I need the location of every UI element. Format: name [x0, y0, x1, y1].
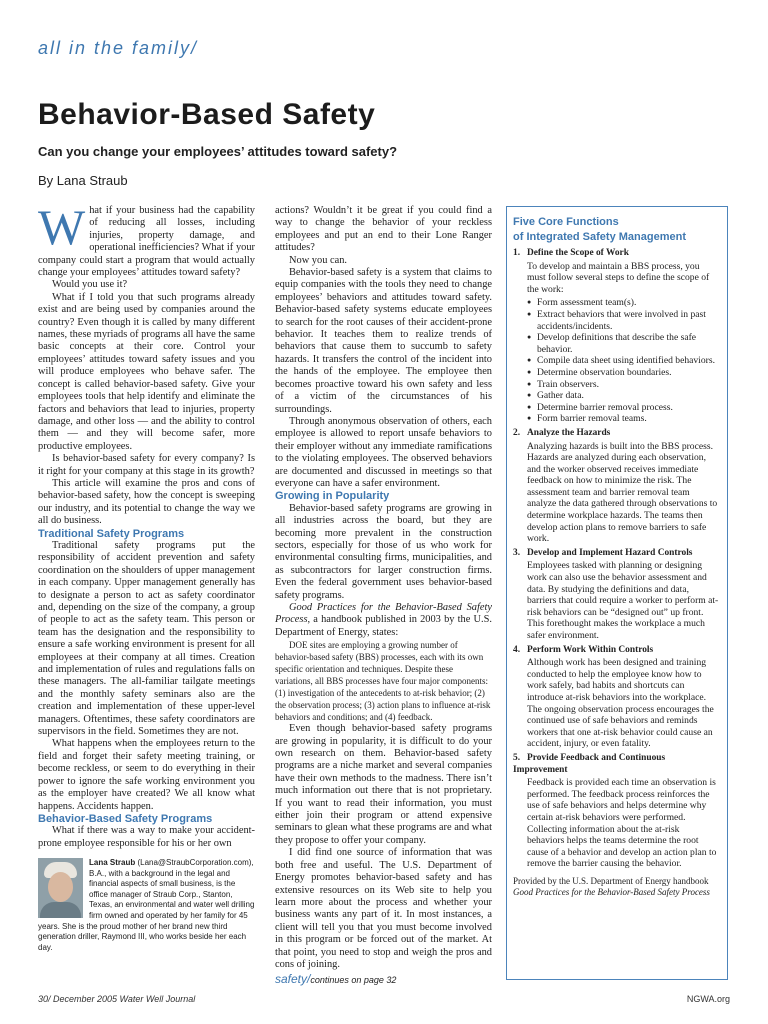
drop-cap: W [38, 199, 86, 255]
list-item: ● Train observers. [527, 379, 719, 391]
page-footer-right[interactable]: NGWA.org [686, 994, 730, 1004]
paragraph: Even though behavior-based safety programs are growing in popularity, it is difficult to do your own research on them. Behavior-based safety programs are a niche market and several companies have their own methods to the madness. There isn’t much information out there that is not proprietary. If you want to read their information, you must either join their program or attend expensive seminars to glean what these programs are and what they propose to offer your company. [275, 723, 492, 846]
paragraph: What if I told you that such programs already exist and are being used by companies around the country? Even though it is called by many different names, these myriads of programs all have the same basic concepts at their core. Control your employees’ attitudes toward safety issues and you will produce employees who behave safer. The concept is called behavior-based safety. Give your employees tools that help identify and eliminate the factors and behaviors that lead to injuries, property damage, and other loss — and the ability to control them — and they will become safer, more productive employees. [38, 291, 255, 452]
paragraph: Behavior-based safety is a system that claims to equip companies with the tools they need to change employees’ behaviors and attitudes toward safety. Behavior-based safety systems educate employees to search for the root causes of their accident-prone behavior. It teaches them to realize trends of behaviors that cause them to succumb to safety hazards. It transfers the control of the incident into the hands of the employee. The employee then becomes proactive toward his own safety and less of a victim of the circumstances of his surroundings. [275, 267, 492, 415]
column-2 [275, 205, 492, 971]
paragraph: Behavior-based safety programs are growing in all industries across the board, but they are becoming more prevalent in the construction sectors, especially for those of us who work for environmental consulting firms, municipalities, and as subcontractors for larger construction firms. Even the federal government uses behavior-based safety programs. [275, 502, 492, 601]
list-item: ● Gather data. [527, 390, 719, 402]
paragraph: What if there was a way to make your accident-prone employee responsible for his or her own [38, 825, 255, 849]
bullet-list [527, 297, 719, 425]
paragraph: What happens when the employees return to the field and forget their safety meeting training, or become reckless, or seem to do everything in their power to ignore the safe working environment you as the employer have created? We all know what happens. Accidents happen. [38, 738, 255, 812]
continues-link[interactable]: safety/continues on page 32 [275, 972, 397, 986]
paragraph: Now you can. [289, 254, 348, 266]
list-item: ● Compile data sheet using identified behaviors. [527, 355, 719, 367]
paragraph: I did find one source of information that was both free and useful. The U.S. Department of Energy promotes behavior-based safety and has extensive resources on its Web site to help you learn more about the process and whether your business wants any part of it. In most instances, a client will tell you that you must become involved in this program or be forced out of the market. At that point, you need to stop and weigh the pros and cons of joining. [275, 847, 492, 970]
paragraph: Good Practices for the Behavior-Based Safety Process, a handbook published in 2003 by the U.S. Department of Energy, states: [275, 602, 492, 638]
list-item: ● Extract behaviors that were involved in past accidents/incidents. [527, 309, 719, 332]
author-bio-text: (Lana@StraubCorporation.com), B.A., with a background in the legal and financial aspects of small business, is the office manager of Straub Corp., Stanton, Texas, an environmental and water well drilling firm owned and operated by her family for 45 years. She is the proud mother of her brand new third generation driller, Raymond III, who works beside her each day. [38, 858, 255, 952]
paragraph: Through anonymous observation of others, each employee is allowed to report unsafe behaviors to their employer without any immediate ramifications to the violating employees. The observed behaviors are documented and discussed in meetings so that everyone can have a safer environment. [275, 415, 492, 489]
list-item: ● Determine barrier removal process. [527, 402, 719, 414]
sidebar-item: 2. Analyze the Hazards Analyzing hazards is built into the BBS process. Hazards are analyzed during each observation, and the worker observed receives immediate feedback on how to minimize the risk. The assessment team and barrier removal team analyze the data gathered through observations to determine workplace hazards. The teams then develop action plans to remove barriers to safe work. [513, 427, 718, 545]
list-item: ● Form assessment team(s). [527, 297, 719, 309]
author-bio [38, 858, 255, 953]
article-byline: By Lana Straub [38, 173, 128, 188]
handbook-title: Good Practices for the Behavior-Based Safety Process [275, 602, 492, 626]
paragraph: What if your business had the capability of reducing all losses, including injuries, property damage, and operational inefficiencies? What if your company could start a program that would actually change your employees’ attitudes toward safety? [38, 199, 255, 279]
author-photo [38, 858, 83, 918]
sidebar-title: Five Core Functions of Integrated Safety Management [513, 216, 686, 243]
paragraph: Traditional safety programs put the responsibility of accident prevention and safety coordination on the shoulders of upper management in each company. Upper management generally has to designate a person to act as safety coordinator and, depending on the size of the company, a group of people to act as the safety team. This person or team has the designation and the responsibility to ensure a safe working environment is present for all employees at their company at all times. Creation and implementation of rules and regulations falls on these managers. The all-familiar tailgate meetings and the monthly safety seminars also are the creation and implementation of these upper-level managers. Oftentimes, these safety coordinators are supervisors in the field. Sometimes they are not. [38, 539, 255, 738]
article-deck: Can you change your employees’ attitudes toward safety? [38, 144, 398, 159]
sidebar-item: 3. Develop and Implement Hazard Controls Employees tasked with planning or designing work can also use the behavior assessment and data. By studying the definitions and data, barriers that could require a worker to perform at-risk behaviors can be “designed out” up front. This forethought makes the workplace a much safer environment. [513, 547, 719, 641]
sidebar-item: 4. Perform Work Within Controls Although work has been designed and training conducted to help the employee know how to work safely, bad habits and shortcuts can introduce at-risk behaviors into the workplace. The ongoing observation process encourages the continued use of safe behaviors and reminds workers that one at-risk behavior could cause an accident, injury, or even fatality. [513, 644, 714, 750]
sidebar-item: 1. Define the Scope of Work To develop and maintain a BBS process, you must follow several steps to define the scope of the work: ● Form assessment team(s). ● Extract behaviors that were involved in past accidents/incidents. ● Develop definitions that describe the safe behavior. ● Compile data sheet using identified behaviors. ● Determine observation boundaries. ● Train observers. ● Gather data. ● Determine barrier removal process. ● Form barrier removal teams. [513, 248, 719, 425]
paragraph: This article will examine the pros and cons of behavior-based safety, how the concept is sweeping our industry, and its potential to change the way we all do business. [38, 477, 255, 527]
page-footer-left: 30/ December 2005 Water Well Journal [38, 994, 196, 1004]
list-item: ● Determine observation boundaries. [527, 367, 719, 379]
column-1 [38, 199, 255, 850]
list-item: ● Form barrier removal teams. [527, 413, 719, 425]
subheading: Growing in Popularity [275, 490, 390, 503]
sidebar-box [506, 206, 728, 980]
subheading: Behavior-Based Safety Programs [38, 812, 213, 825]
article-title: Behavior-Based Safety [38, 98, 376, 131]
paragraph: Would you use it? [52, 279, 128, 291]
sidebar-item: 5. Provide Feedback and Continuous Improvement Feedback is provided each time an observation is performed. The feedback process reinforces the use of safe behaviors and helps determine why certain at-risk behaviors were performed. Collecting information about the at-risk behaviors helps the teams determine the root cause of a behavior and develop an action plan to remove the barrier causing the behavior. [513, 752, 717, 870]
subheading: Traditional Safety Programs [38, 527, 185, 540]
author-name: Lana Straub [89, 858, 136, 867]
paragraph: Is behavior-based safety for every company? Is it right for your company at this stage in its growth? [38, 453, 255, 477]
list-item: ● Develop definitions that describe the safe behavior. [527, 332, 719, 355]
block-quote: DOE sites are employing a growing number of behavior-based safety (BBS) processes, each with its own specific orientation and techniques. Despite these variations, all BBS processes have four major components: (1) investigation of the antecedents to at-risk behavior; (2) the observation process; (3) action plans to influence at-risk behaviors and conditions; and (4) feedback. [275, 640, 491, 723]
paragraph: actions? Wouldn’t it be great if you could find a way to change the behavior of your reckless employees and put an end to their Lone Ranger attitudes? [275, 205, 492, 254]
section-kicker: all in the family/ [38, 38, 199, 58]
sidebar-credit: Provided by the U.S. Department of Energy handbook Good Practices for the Behavior-Based Safety Process [513, 875, 710, 897]
